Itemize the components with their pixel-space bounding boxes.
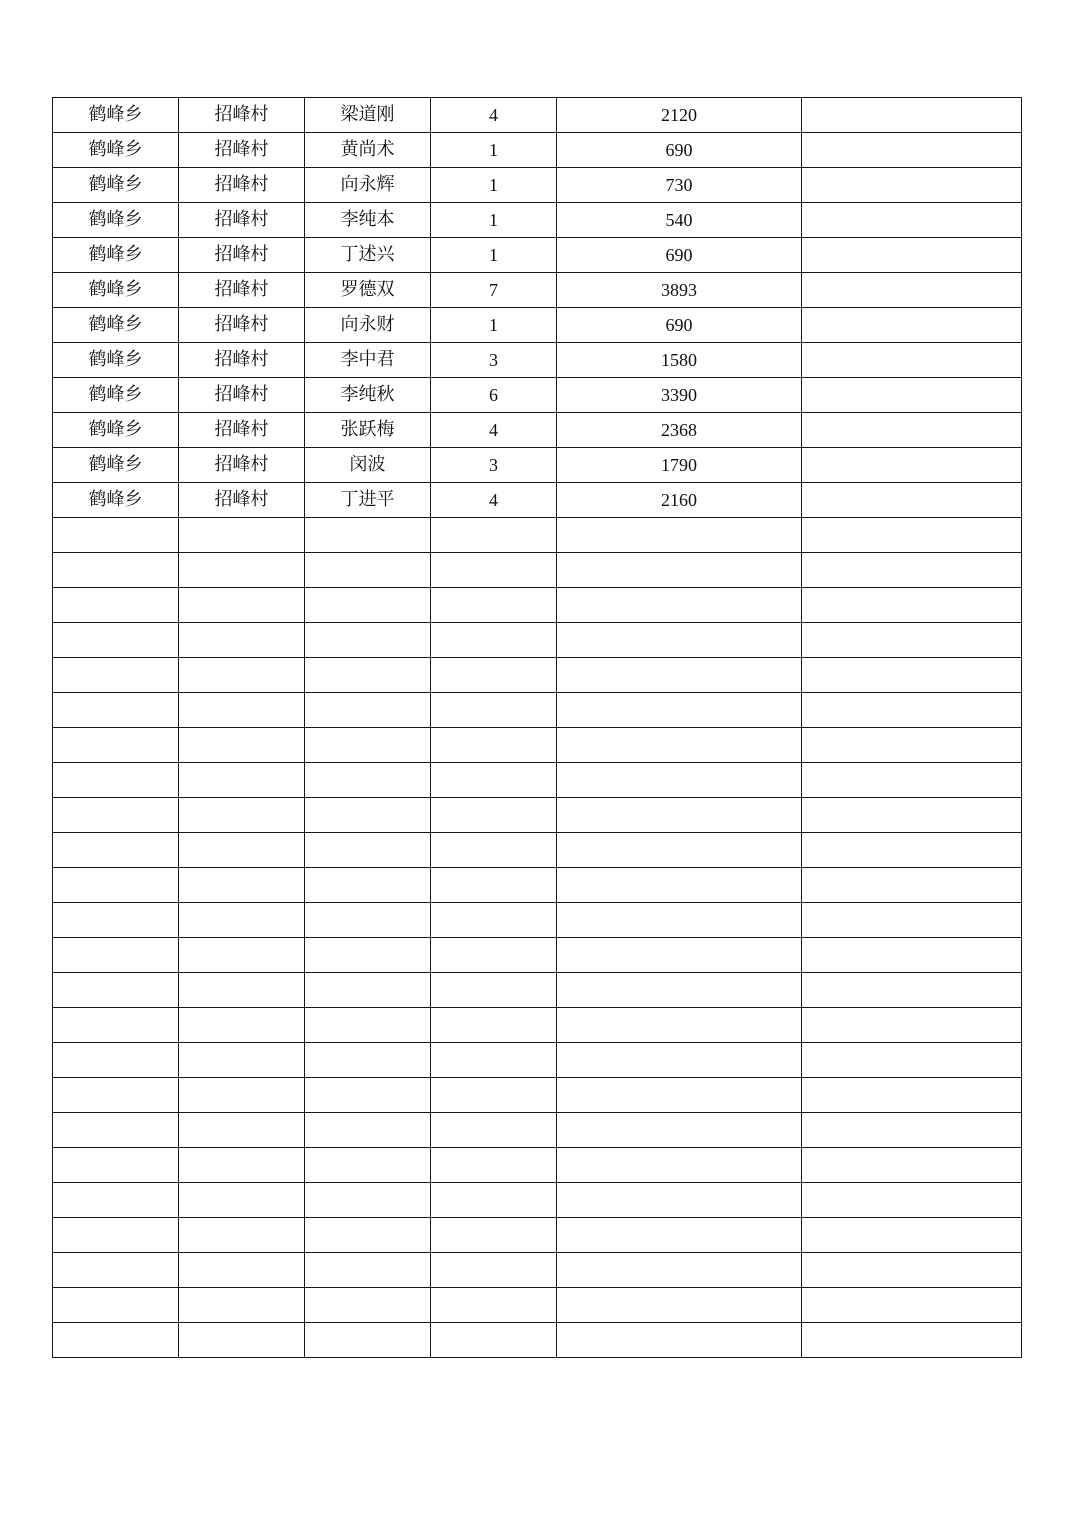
empty-cell [557,763,802,798]
empty-cell [305,798,431,833]
empty-cell [53,728,179,763]
empty-cell [53,1008,179,1043]
empty-cell [557,868,802,903]
empty-cell [53,903,179,938]
empty-cell [179,833,305,868]
empty-cell [802,1078,1022,1113]
household-count-cell: 1 [431,308,557,343]
empty-cell [557,1183,802,1218]
empty-cell [802,938,1022,973]
empty-cell [802,623,1022,658]
township-cell: 鹤峰乡 [53,98,179,133]
township-cell: 鹤峰乡 [53,238,179,273]
empty-cell [305,658,431,693]
empty-cell [431,518,557,553]
empty-cell [557,1113,802,1148]
amount-cell: 690 [557,238,802,273]
empty-table-row [53,1078,1022,1113]
empty-table-row [53,938,1022,973]
empty-cell [557,1008,802,1043]
empty-cell [179,588,305,623]
empty-cell [53,658,179,693]
empty-cell [53,938,179,973]
amount-cell: 2368 [557,413,802,448]
amount-cell: 1790 [557,448,802,483]
empty-table-row [53,553,1022,588]
village-cell: 招峰村 [179,483,305,518]
empty-cell [53,798,179,833]
village-cell: 招峰村 [179,343,305,378]
township-cell: 鹤峰乡 [53,378,179,413]
empty-cell [802,903,1022,938]
empty-cell [305,763,431,798]
empty-cell [53,973,179,1008]
empty-cell [431,798,557,833]
empty-table-row [53,1183,1022,1218]
amount-cell: 1580 [557,343,802,378]
empty-table-row [53,728,1022,763]
village-cell: 招峰村 [179,203,305,238]
amount-cell: 2160 [557,483,802,518]
household-count-cell: 6 [431,378,557,413]
empty-table-row [53,798,1022,833]
empty-cell [179,1253,305,1288]
empty-cell [53,1043,179,1078]
empty-cell [557,1218,802,1253]
empty-cell [557,938,802,973]
remarks-cell [802,98,1022,133]
name-cell: 张跃梅 [305,413,431,448]
name-cell: 丁进平 [305,483,431,518]
empty-cell [431,973,557,1008]
empty-cell [802,728,1022,763]
empty-cell [305,518,431,553]
empty-cell [179,658,305,693]
empty-cell [431,1078,557,1113]
table-row [53,273,1022,308]
amount-cell: 730 [557,168,802,203]
empty-cell [557,553,802,588]
name-cell: 李纯秋 [305,378,431,413]
empty-cell [179,1113,305,1148]
empty-cell [802,588,1022,623]
empty-cell [802,1043,1022,1078]
empty-cell [431,1113,557,1148]
empty-cell [431,833,557,868]
empty-cell [179,903,305,938]
table-row [53,98,1022,133]
empty-table-row [53,903,1022,938]
remarks-cell [802,343,1022,378]
empty-cell [802,693,1022,728]
name-cell: 黄尚术 [305,133,431,168]
village-cell: 招峰村 [179,238,305,273]
household-count-cell: 1 [431,168,557,203]
amount-cell: 3893 [557,273,802,308]
empty-cell [802,1323,1022,1358]
name-cell: 向永财 [305,308,431,343]
empty-cell [557,1323,802,1358]
empty-cell [802,553,1022,588]
empty-table-row [53,1288,1022,1323]
village-cell: 招峰村 [179,448,305,483]
empty-cell [179,868,305,903]
empty-cell [305,1183,431,1218]
empty-table-row [53,1113,1022,1148]
empty-cell [305,1253,431,1288]
empty-cell [802,973,1022,1008]
empty-cell [802,763,1022,798]
empty-cell [179,798,305,833]
empty-cell [53,1183,179,1218]
empty-cell [557,798,802,833]
table-row [53,483,1022,518]
township-cell: 鹤峰乡 [53,133,179,168]
empty-cell [802,1253,1022,1288]
empty-table-row [53,518,1022,553]
township-cell: 鹤峰乡 [53,413,179,448]
household-count-cell: 4 [431,98,557,133]
empty-cell [179,553,305,588]
empty-table-row [53,1043,1022,1078]
empty-cell [802,798,1022,833]
empty-cell [431,868,557,903]
empty-cell [305,1078,431,1113]
empty-cell [431,1183,557,1218]
empty-cell [179,763,305,798]
empty-cell [305,903,431,938]
empty-cell [53,763,179,798]
name-cell: 闵波 [305,448,431,483]
name-cell: 向永辉 [305,168,431,203]
township-cell: 鹤峰乡 [53,168,179,203]
empty-cell [557,588,802,623]
township-cell: 鹤峰乡 [53,448,179,483]
remarks-cell [802,378,1022,413]
empty-cell [305,868,431,903]
township-cell: 鹤峰乡 [53,308,179,343]
empty-cell [802,868,1022,903]
empty-cell [431,1008,557,1043]
empty-cell [802,1148,1022,1183]
table-row [53,343,1022,378]
empty-cell [305,1148,431,1183]
empty-cell [305,1323,431,1358]
empty-cell [305,728,431,763]
empty-table-row [53,1253,1022,1288]
name-cell: 罗德双 [305,273,431,308]
empty-cell [802,1113,1022,1148]
empty-table-row [53,1323,1022,1358]
amount-cell: 690 [557,133,802,168]
remarks-cell [802,273,1022,308]
empty-cell [53,588,179,623]
amount-cell: 540 [557,203,802,238]
empty-table-row [53,658,1022,693]
empty-cell [802,518,1022,553]
empty-cell [179,938,305,973]
amount-cell: 3390 [557,378,802,413]
empty-cell [431,1148,557,1183]
empty-cell [557,1043,802,1078]
empty-cell [305,623,431,658]
household-count-cell: 1 [431,238,557,273]
empty-cell [305,693,431,728]
data-table [52,97,1022,1358]
empty-cell [53,1323,179,1358]
empty-cell [431,1043,557,1078]
name-cell: 李纯本 [305,203,431,238]
empty-cell [305,1113,431,1148]
remarks-cell [802,238,1022,273]
empty-cell [557,903,802,938]
empty-cell [431,728,557,763]
empty-cell [179,518,305,553]
empty-cell [802,1218,1022,1253]
household-count-cell: 1 [431,203,557,238]
empty-cell [557,518,802,553]
empty-cell [305,553,431,588]
empty-cell [557,623,802,658]
empty-cell [557,1253,802,1288]
empty-table-row [53,623,1022,658]
table-row [53,308,1022,343]
empty-cell [431,938,557,973]
empty-table-row [53,693,1022,728]
empty-cell [305,588,431,623]
empty-cell [802,1008,1022,1043]
empty-cell [179,1148,305,1183]
township-cell: 鹤峰乡 [53,483,179,518]
household-count-cell: 1 [431,133,557,168]
village-cell: 招峰村 [179,378,305,413]
empty-table-row [53,833,1022,868]
empty-cell [53,518,179,553]
empty-cell [53,1148,179,1183]
empty-cell [557,693,802,728]
remarks-cell [802,483,1022,518]
remarks-cell [802,168,1022,203]
empty-cell [431,588,557,623]
empty-table-row [53,1008,1022,1043]
empty-cell [305,833,431,868]
remarks-cell [802,413,1022,448]
household-count-cell: 4 [431,413,557,448]
remarks-cell [802,308,1022,343]
empty-cell [179,1008,305,1043]
village-cell: 招峰村 [179,308,305,343]
empty-cell [53,868,179,903]
empty-cell [431,1288,557,1323]
empty-cell [179,1043,305,1078]
empty-cell [431,903,557,938]
township-cell: 鹤峰乡 [53,203,179,238]
table-row [53,413,1022,448]
empty-cell [179,1218,305,1253]
empty-cell [53,1078,179,1113]
empty-cell [557,1288,802,1323]
empty-cell [431,1218,557,1253]
empty-table-row [53,1218,1022,1253]
remarks-cell [802,133,1022,168]
empty-cell [53,553,179,588]
amount-cell: 2120 [557,98,802,133]
empty-cell [557,833,802,868]
empty-cell [557,658,802,693]
table-row [53,378,1022,413]
table-row [53,168,1022,203]
empty-cell [179,623,305,658]
remarks-cell [802,448,1022,483]
empty-cell [53,623,179,658]
name-cell: 李中君 [305,343,431,378]
empty-cell [431,1323,557,1358]
household-count-cell: 3 [431,343,557,378]
empty-cell [305,1043,431,1078]
empty-cell [431,553,557,588]
empty-cell [431,658,557,693]
table-row [53,133,1022,168]
empty-cell [557,1078,802,1113]
empty-cell [179,693,305,728]
village-cell: 招峰村 [179,413,305,448]
empty-cell [53,1253,179,1288]
township-cell: 鹤峰乡 [53,343,179,378]
village-cell: 招峰村 [179,98,305,133]
empty-cell [179,1183,305,1218]
empty-cell [431,1253,557,1288]
village-cell: 招峰村 [179,168,305,203]
table-row [53,203,1022,238]
village-cell: 招峰村 [179,133,305,168]
empty-cell [802,833,1022,868]
village-cell: 招峰村 [179,273,305,308]
table-body [53,98,1022,1358]
empty-cell [53,1218,179,1253]
household-count-cell: 4 [431,483,557,518]
household-count-cell: 7 [431,273,557,308]
empty-cell [53,693,179,728]
empty-cell [53,1288,179,1323]
empty-cell [557,973,802,1008]
empty-cell [802,658,1022,693]
empty-table-row [53,588,1022,623]
empty-cell [305,938,431,973]
empty-cell [431,693,557,728]
empty-cell [802,1183,1022,1218]
empty-table-row [53,1148,1022,1183]
amount-cell: 690 [557,308,802,343]
name-cell: 丁述兴 [305,238,431,273]
empty-cell [557,1148,802,1183]
empty-table-row [53,973,1022,1008]
empty-cell [179,728,305,763]
empty-cell [305,1218,431,1253]
name-cell: 梁道刚 [305,98,431,133]
empty-table-row [53,868,1022,903]
empty-cell [179,1323,305,1358]
table-row [53,448,1022,483]
empty-cell [305,1288,431,1323]
empty-cell [802,1288,1022,1323]
empty-cell [179,1078,305,1113]
empty-cell [305,973,431,1008]
remarks-cell [802,203,1022,238]
township-cell: 鹤峰乡 [53,273,179,308]
empty-cell [431,763,557,798]
household-count-cell: 3 [431,448,557,483]
empty-table-row [53,763,1022,798]
empty-cell [53,833,179,868]
empty-cell [431,623,557,658]
table-row [53,238,1022,273]
empty-cell [557,728,802,763]
empty-cell [305,1008,431,1043]
empty-cell [179,973,305,1008]
empty-cell [179,1288,305,1323]
empty-cell [53,1113,179,1148]
